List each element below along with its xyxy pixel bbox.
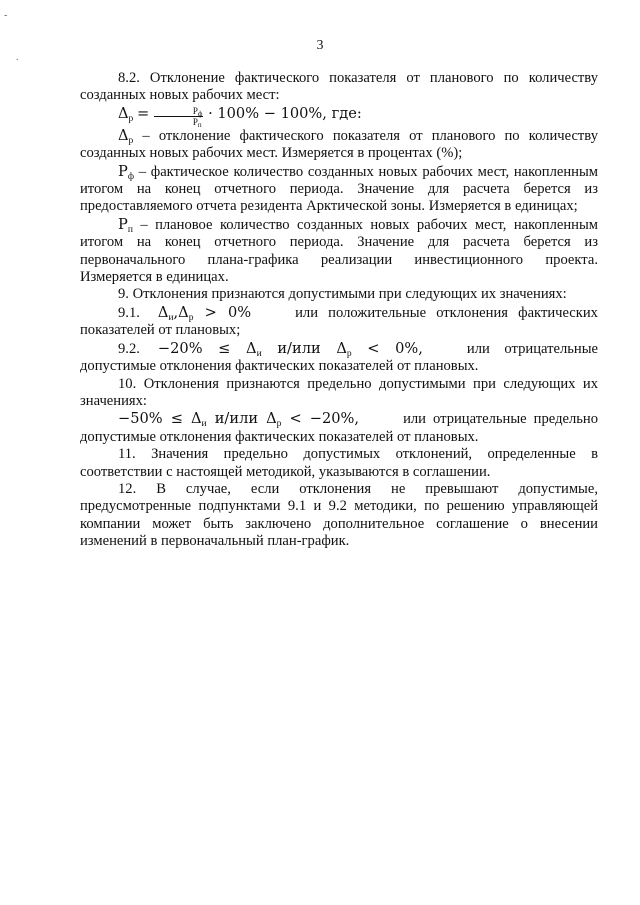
formula-fraction [154,106,204,127]
paragraph-9-2: 9.2. $-20\% \le \Delta_и$ и/или $\Delta_р < 0\%$, или отрицательные допустимые отклонения фактических показателей от плановых. [80,339,598,375]
fraction-denominator: $Р_п$ [192,116,202,129]
corner-mark-right: . [16,52,19,63]
formula-delta-p [80,105,598,127]
paragraph-9-1: 9.1. $\Delta_и,\Delta_р > 0\%$ или положительные отклонения фактических показателей от плановых; [80,303,598,339]
formula-lhs: Δ [118,104,129,122]
formula-eq: = [136,104,150,122]
page-number: 3 [316,38,324,53]
fraction-numerator: $Р_ф$ [154,106,204,117]
paragraph-11: 11. Значения предельно допустимых отклонений, определенные в соответствии с настоящей методикой, указываются в соглашении. [80,446,598,480]
paragraph-10-condition: $-50\% \le \Delta_и$ и/или $\Delta_р < -20\%$, или отрицательные предельно допустимые отклонения фактических показателей от плановых. [80,410,599,445]
corner-mark-left: - [4,10,8,21]
paragraph-10: 10. Отклонения признаются предельно допустимыми при следующих их значениях: [80,375,598,409]
definition-p-f: $Р_ф$ – фактическое количество созданных новых рабочих мест, накопленным итогом на конец отчетного периода. Значение для расчета берется из предоставляемого отчета резидента Арктической зоны. Измеряется в единицах; [80,162,598,215]
item-number: 9.1. [118,304,140,321]
paragraph-12: 12. В случае, если отклонения не превышают допустимые, предусмотренные подпунктами 9.1 и 9.2 методики, по решению управляющей компании может быть заключено дополнительное соглашение о внесении изменений в первоначальный план-график. [80,480,598,550]
document-body [80,70,598,551]
formula-lhs-sub: р [128,113,134,124]
definition-delta-p: $\Delta_р$ – отклонение фактического показателя от планового по количеству созданных новых рабочих мест. Измеряется в процентах (%); [80,126,598,162]
item-number: 9.2. [118,340,140,357]
paragraph-8-2: 8.2. Отклонение фактического показателя от планового по количеству созданных новых рабочих мест: [80,70,598,104]
paragraph-9: 9. Отклонения признаются допустимыми при следующих их значениях: [118,286,567,303]
definition-p-p: $Р_п$ – плановое количество созданных новых рабочих мест, накопленным итогом на конец отчетного периода. Значение для расчета берется из первоначального плана-графика реализации инвестиционного проекта. Измеряется в единицах. [80,215,598,286]
formula-tail: · 100% − 100%, где: [208,104,362,122]
